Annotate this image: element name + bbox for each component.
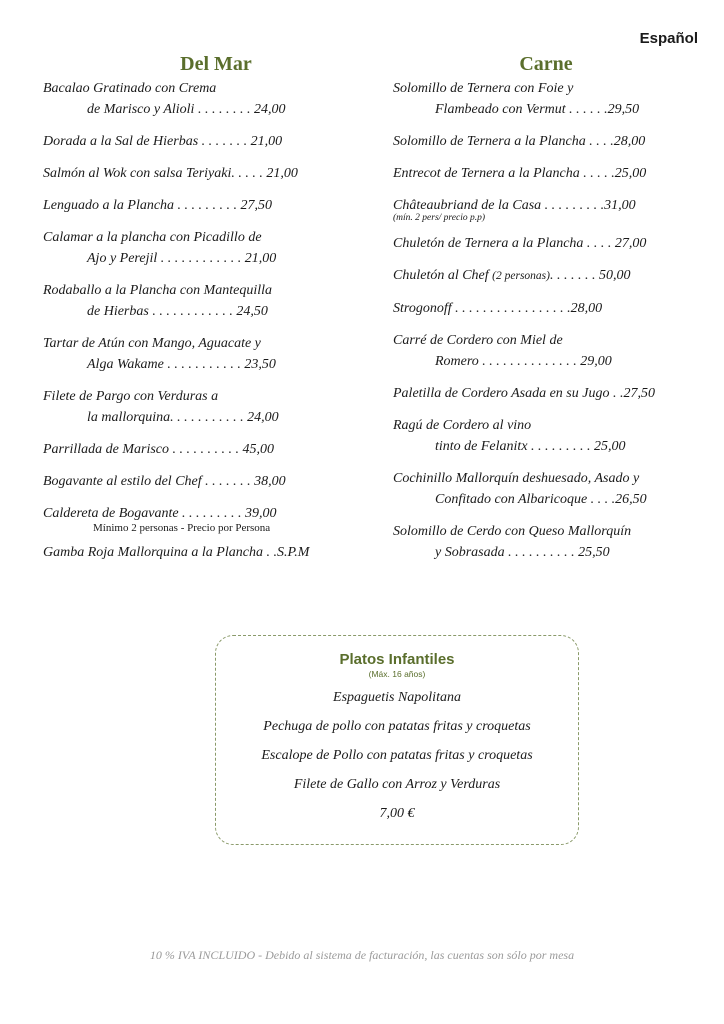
- item-note: Mínimo 2 personas - Precio por Persona: [93, 522, 271, 534]
- item-name: Calamar a la plancha con Picadillo de: [43, 230, 262, 245]
- item-note: (mín. 2 pers/ precio p.p): [393, 213, 485, 223]
- item-name: Carré de Cordero con Miel de: [393, 333, 563, 348]
- item-name: Rodaballo a la Plancha con Mantequilla: [43, 283, 273, 298]
- item-name-cont: y Sobrasada . . . . . . . . . . 25,50: [435, 545, 610, 560]
- kids-title: Platos Infantiles: [339, 651, 455, 668]
- item-name: Gamba Roja Mallorquina a la Plancha . .S.P.M: [43, 545, 310, 560]
- section-title-mar: Del Mar: [180, 53, 252, 75]
- item-name-cont: de Hierbas . . . . . . . . . . . . 24,50: [87, 304, 268, 319]
- menu-item: [393, 383, 699, 404]
- item-name: Chuletón de Ternera a la Plancha . . . . 27,00: [393, 236, 647, 251]
- menu-item: [43, 131, 349, 152]
- item-name: Ragú de Cordero al vino: [393, 418, 532, 433]
- menu-item: [43, 280, 349, 322]
- section-del-mar: [43, 52, 349, 574]
- section-title-carne: Carne: [519, 53, 573, 75]
- menu-item: [43, 195, 349, 216]
- kids-item: Filete de Gallo con Arroz y Verduras: [293, 777, 501, 792]
- item-name: Bacalao Gratinado con Crema: [43, 81, 217, 96]
- item-name: Paletilla de Cordero Asada en su Jugo . .27,50: [393, 386, 655, 401]
- menu-item: [393, 415, 699, 457]
- item-name: Solomillo de Ternera a la Plancha . . . .28,00: [393, 134, 646, 149]
- item-name: Dorada a la Sal de Hierbas . . . . . . . 21,00: [43, 134, 283, 149]
- menu-item: [393, 521, 699, 563]
- kids-subtitle: (Máx. 16 años): [368, 669, 426, 679]
- menu-item: [43, 386, 349, 428]
- menu-item: [393, 131, 699, 152]
- item-name: Salmón al Wok con salsa Teriyaki. . . . . 21,00: [43, 166, 298, 181]
- section-carne: [393, 52, 699, 574]
- item-name-cont: Ajo y Perejil . . . . . . . . . . . . 21,00: [87, 251, 277, 266]
- item-name: Solomillo de Ternera con Foie y: [393, 81, 574, 96]
- item-name-cont: la mallorquina. . . . . . . . . . . 24,00: [87, 410, 279, 425]
- menu-item: [393, 330, 699, 372]
- menu-item: [43, 542, 349, 563]
- menu-item: [43, 439, 349, 460]
- item-name: Tartar de Atún con Mango, Aguacate y: [43, 336, 261, 351]
- menu-item: [43, 503, 349, 534]
- menu-item: [393, 265, 699, 287]
- item-qualifier: (2 personas): [492, 270, 550, 282]
- menu-item: [43, 163, 349, 184]
- menu-item: [393, 163, 699, 184]
- menu-item: [43, 227, 349, 269]
- item-name-cont: Confitado con Albaricoque . . . .26,50: [435, 492, 647, 507]
- item-name: Châteaubriand de la Casa . . . . . . . . .31,00: [393, 198, 636, 213]
- item-name-cont: Alga Wakame . . . . . . . . . . . 23,50: [87, 357, 276, 372]
- item-name: Solomillo de Cerdo con Queso Mallorquín: [393, 524, 632, 539]
- item-name: Bogavante al estilo del Chef . . . . . . . 38,00: [43, 474, 286, 489]
- kids-menu-box: [215, 635, 579, 845]
- menu-item: [393, 195, 699, 223]
- kids-item: Espaguetis Napolitana: [333, 690, 461, 705]
- language-label[interactable]: Español: [639, 30, 698, 47]
- item-name-cont: Flambeado con Vermut . . . . . .29,50: [435, 102, 640, 117]
- item-name-cont: Romero . . . . . . . . . . . . . . 29,00: [435, 354, 612, 369]
- item-name: Filete de Pargo con Verduras a: [43, 389, 219, 404]
- menu-item: [393, 78, 699, 120]
- menu-item: [393, 298, 699, 319]
- item-name: Caldereta de Bogavante . . . . . . . . . 39,00: [43, 506, 277, 521]
- item-name: Lenguado a la Plancha . . . . . . . . . 27,50: [43, 198, 273, 213]
- menu-item: [43, 471, 349, 492]
- item-name-cont: tinto de Felanitx . . . . . . . . . 25,00: [435, 439, 626, 454]
- menu-item: [43, 78, 349, 120]
- kids-item: Pechuga de pollo con patatas fritas y croquetas: [263, 719, 531, 734]
- menu-item: [43, 333, 349, 375]
- item-name: Strogonoff . . . . . . . . . . . . . . . . .28,00: [393, 301, 603, 316]
- item-name: Entrecot de Ternera a la Plancha . . . . .25,00: [393, 166, 647, 181]
- menu-item: [393, 233, 699, 254]
- item-name: Parrillada de Marisco . . . . . . . . . . 45,00: [43, 442, 274, 457]
- item-name-cont: de Marisco y Alioli . . . . . . . . 24,00: [87, 102, 286, 117]
- kids-price: 7,00 €: [379, 806, 415, 821]
- item-name: Chuletón al Chef: [393, 268, 493, 283]
- kids-item: Escalope de Pollo con patatas fritas y croquetas: [261, 748, 533, 763]
- menu-item: [393, 468, 699, 510]
- item-price: . . . . . . . 50,00: [550, 268, 631, 283]
- item-name: Cochinillo Mallorquín deshuesado, Asado y: [393, 471, 640, 486]
- footer-note: 10 % IVA INCLUIDO - Debido al sistema de facturación, las cuentas son sólo por mesa: [149, 948, 575, 962]
